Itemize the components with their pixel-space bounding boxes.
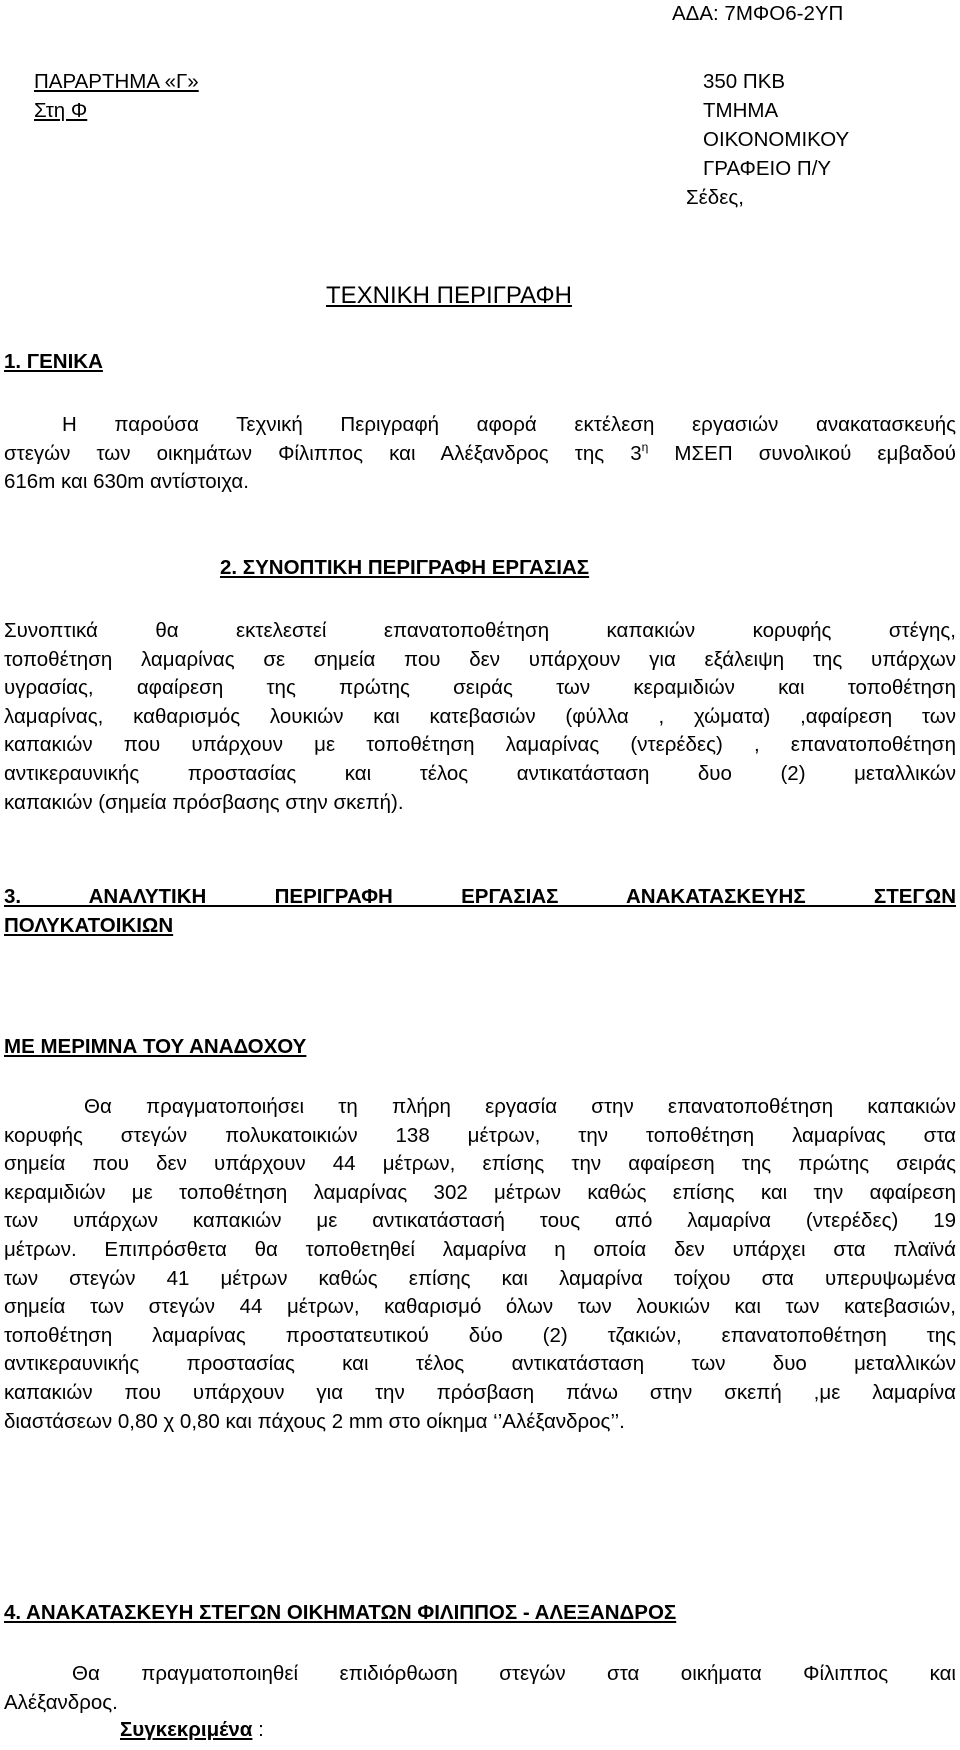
paragraph-line: τοποθέτηση λαμαρίνας προστατευτικού δύο (2) τζακιών, επανατοποθέτηση της	[4, 1323, 956, 1347]
paragraph-line: σημεία που δεν υπάρχουν 44 μέτρων, επίσης την αφαίρεση της πρώτης σειράς	[4, 1152, 956, 1176]
paragraph-line: καπακιών (σημεία πρόσβασης στην σκεπή).	[4, 790, 404, 814]
heading-line: ΠΟΛΥΚΑΤΟΙΚΙΩΝ	[4, 913, 174, 937]
paragraph-line: αντικεραυνικής προστασίας και τέλος αντικατάσταση των δυο μεταλλικών	[4, 1352, 956, 1376]
section-3-paragraph	[4, 1093, 956, 1436]
paragraph-line: σημεία των στεγών 44 μέτρων, καθαρισμό όλων των λουκιών και των κατεβασιών,	[4, 1295, 956, 1319]
paragraph-line: στεγών των οικημάτων Φίλιππος και Αλέξανδρος της $3^\eta$ ΜΣΕΠ συνολικού εμβαδού	[4, 439, 956, 465]
section-3-subheading: ΜΕ ΜΕΡΙΜΝΑ ΤΟΥ ΑΝΑΔΟΧΟΥ	[4, 1035, 307, 1058]
section-1-heading: 1. ΓΕΝΙΚΑ	[4, 350, 103, 373]
unit-line: ΤΜΗΜΑ	[703, 99, 779, 122]
paragraph-line: των στεγών 41 μέτρων καθώς επίσης και λαμαρίνα τοίχου στα υπερυψωμένα	[4, 1266, 956, 1290]
paragraph-line: αντικεραυνικής προστασίας και τέλος αντικατάσταση δυο (2) μεταλλικών	[4, 761, 956, 785]
paragraph-line: Θα πραγματοποιήσει τη πλήρη εργασία στην επανατοποθέτηση καπακιών	[84, 1095, 956, 1118]
paragraph-line: τοποθέτηση λαμαρίνας σε σημεία που δεν υπάρχουν για εξάλειψη της υπάρχων	[4, 647, 956, 671]
recipient-label: Στη Φ	[34, 99, 88, 122]
unit-line: ΟΙΚΟΝΟΜΙΚΟΥ	[703, 128, 850, 151]
paragraph-line: των υπάρχων καπακιών με αντικατάστασή τους από λαμαρίνα (ντερέδες) 19	[4, 1209, 956, 1233]
paragraph-line: Αλέξανδρος.	[4, 1690, 118, 1714]
section-2-heading: 2. ΣΥΝΟΠΤΙΚΗ ΠΕΡΙΓΡΑΦΗ ΕΡΓΑΣΙΑΣ	[220, 556, 590, 579]
paragraph-line: κεραμιδιών με τοποθέτηση λαμαρίνας 302 μέτρων καθώς επίσης και την αφαίρεση	[4, 1180, 956, 1204]
unit-line: 350 ΠΚΒ	[703, 70, 786, 93]
section-4-paragraph	[4, 1660, 956, 1717]
unit-line: Σέδες,	[686, 186, 744, 209]
paragraph-line: Η παρούσα Τεχνική Περιγραφή αφορά εκτέλεση εργασιών ανακατασκευής	[62, 413, 956, 436]
ada-code: ΑΔΑ: 7ΜΦΟ6-2ΥΠ	[672, 2, 844, 25]
heading-line: 3. ΑΝΑΛΥΤΙΚΗ ΠΕΡΙΓΡΑΦΗ ΕΡΓΑΣΙΑΣ ΑΝΑΚΑΤΑΣΚΕΥΗΣ ΣΤΕΓΩΝ	[4, 885, 956, 908]
paragraph-line: Θα πραγματοποιηθεί επιδιόρθωση στεγών στα οικήματα Φίλιππος και	[72, 1662, 956, 1685]
section-4-heading: 4. ΑΝΑΚΑΤΑΣΚΕΥΗ ΣΤΕΓΩΝ ΟΙΚΗΜΑΤΩΝ ΦΙΛΙΠΠΟΣ - ΑΛΕΞΑΝΔΡΟΣ	[4, 1601, 677, 1624]
paragraph-line: καπακιών που υπάρχουν για την πρόσβαση πάνω στην σκεπή ,με λαμαρίνα	[4, 1380, 956, 1404]
section-2-paragraph	[4, 617, 956, 817]
unit-line: ΓΡΑΦΕΙΟ Π/Υ	[703, 157, 832, 180]
paragraph-line: υγρασίας, αφαίρεση της πρώτης σειράς των κεραμιδιών και τοποθέτηση	[4, 676, 956, 700]
paragraph-line: Συνοπτικά θα εκτελεστεί επανατοποθέτηση καπακιών κορυφής στέγης,	[4, 619, 956, 642]
section-1-paragraph	[4, 411, 956, 497]
annex-label: ΠΑΡΑΡΤΗΜΑ «Γ»	[34, 70, 199, 93]
document-title: ΤΕΧΝΙΚΗ ΠΕΡΙΓΡΑΦΗ	[326, 282, 572, 309]
paragraph-line: διαστάσεων 0,80 χ 0,80 και πάχους 2 mm στο οίκημα ‘’Αλέξανδρος’’.	[4, 1409, 625, 1433]
specifically-label: Συγκεκριμένα :	[120, 1718, 264, 1741]
paragraph-line: μέτρων. Επιπρόσθετα θα τοποθετηθεί λαμαρίνα η οποία δεν υπάρχει στα πλαϊνά	[4, 1237, 956, 1261]
section-3-heading	[4, 883, 956, 940]
paragraph-line: κορυφής στεγών πολυκατοικιών 138 μέτρων, την τοποθέτηση λαμαρίνας στα	[4, 1123, 956, 1147]
paragraph-line: καπακιών που υπάρχουν με τοποθέτηση λαμαρίνας (ντερέδες) , επανατοποθέτηση	[4, 733, 956, 757]
paragraph-line: λαμαρίνας, καθαρισμός λουκιών και κατεβασιών (φύλλα , χώματα) ,αφαίρεση των	[4, 704, 956, 728]
paragraph-line: 616m και 630m αντίστοιχα.	[4, 470, 249, 494]
